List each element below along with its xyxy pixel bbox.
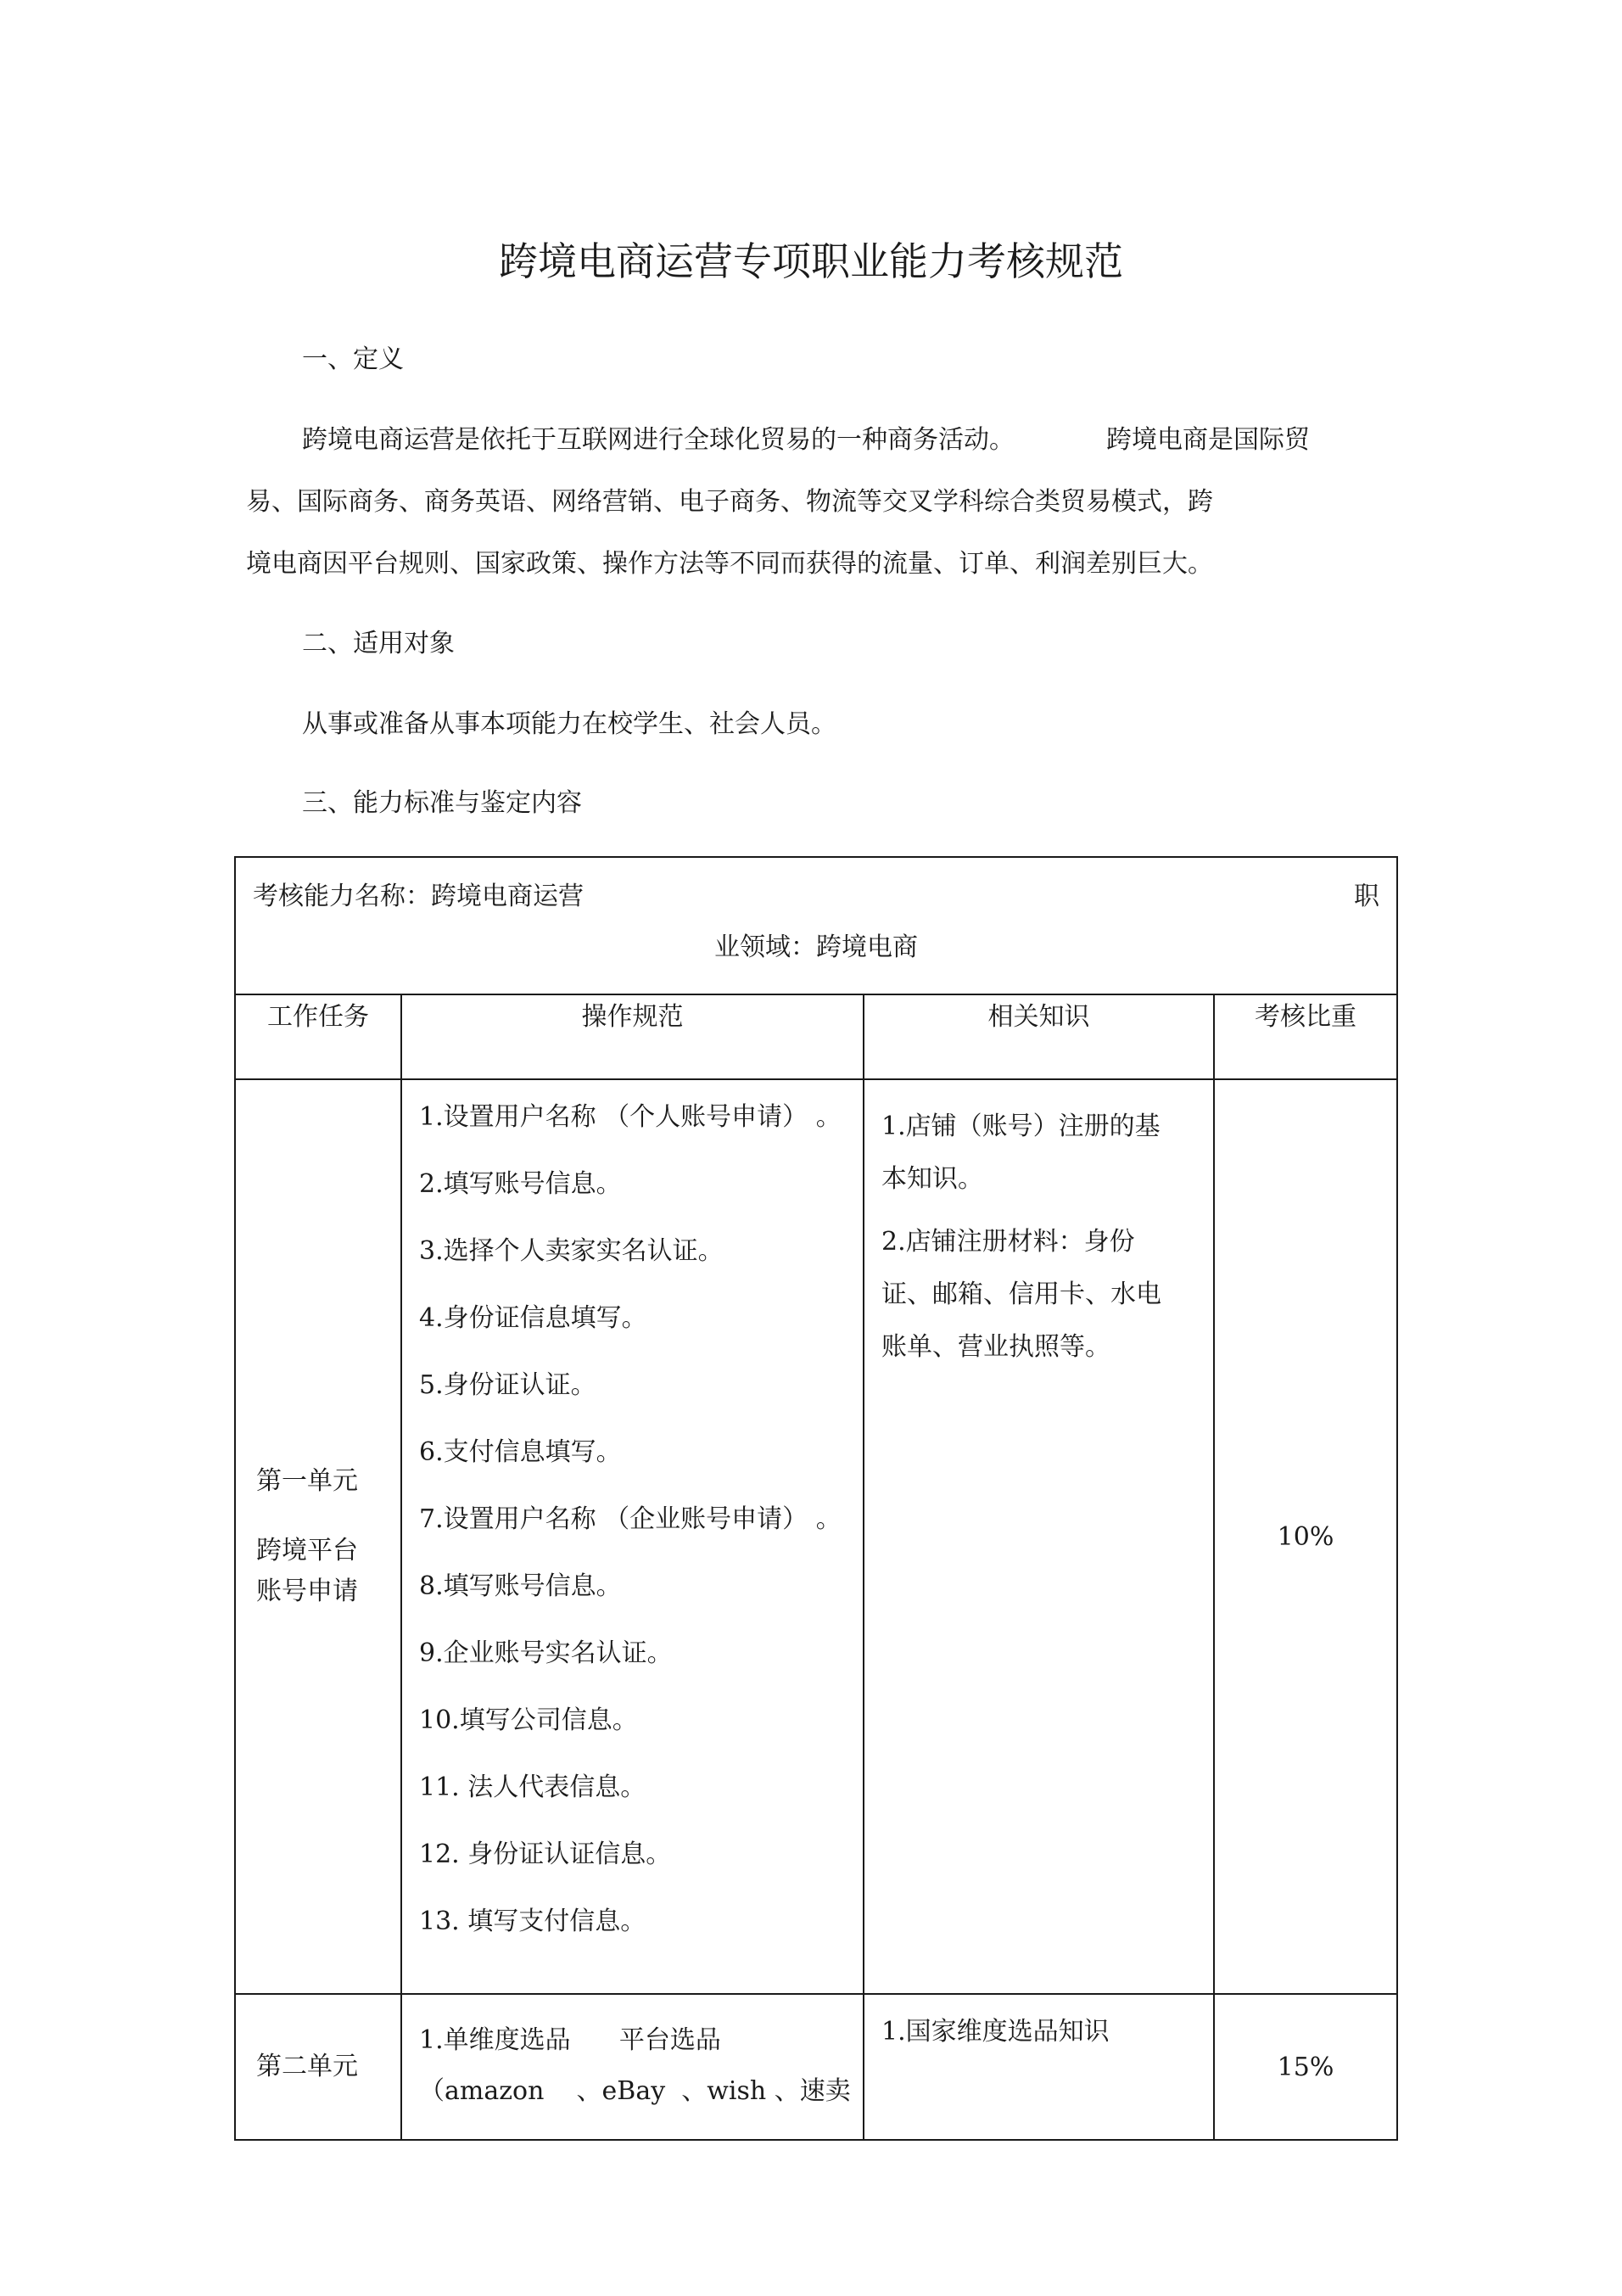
unit1-knowledge-2c: 账单、营业执照等。: [881, 1332, 1110, 1362]
unit1-ops: [401, 1079, 864, 1994]
unit2-knowledge: [864, 1994, 1214, 2140]
table-header-row: [235, 857, 1397, 994]
list-item: 2.填写账号信息。: [419, 1169, 622, 1199]
audience-text: 从事或准备从事本项能力在校学生、社会人员。: [302, 709, 836, 739]
ability-name: 考核能力名称：跨境电商运营: [253, 882, 584, 911]
list-item: 10.填写公司信息。: [419, 1705, 638, 1735]
table-header-cell: [235, 857, 1397, 994]
document-title: 跨境电商运营专项职业能力考核规范: [499, 238, 1123, 284]
unit1-knowledge-2a: 2.店铺注册材料：身份: [881, 1227, 1135, 1257]
list-item: 11. 法人代表信息。: [419, 1772, 646, 1802]
list-item: 5.身份证认证。: [419, 1370, 596, 1400]
unit1-task-line1: 第一单元: [256, 1466, 358, 1496]
column-header-row: [235, 994, 1397, 1079]
list-item: 9.企业账号实名认证。: [419, 1638, 673, 1668]
column-header-task: 工作任务: [235, 994, 401, 1079]
unit1-knowledge-1b: 本知识。: [881, 1164, 983, 1194]
unit2-ops: [401, 1994, 864, 2140]
unit1-task: [235, 1079, 401, 1994]
definition-line-2: 易、国际商务、商务英语、网络营销、电子商务、物流等交叉学科综合类贸易模式，跨: [246, 487, 1213, 517]
list-item: 1.设置用户名称 （个人账号申请） 。: [419, 1102, 842, 1132]
unit1-task-line3: 账号申请: [256, 1576, 358, 1606]
unit2-task: [235, 1994, 401, 2140]
unit2-knowledge-line1: 1.国家维度选品知识: [881, 2017, 1110, 2047]
field-domain: 业领域：跨境电商: [714, 932, 918, 962]
field-prefix: 职: [1354, 882, 1379, 911]
list-item: 7.设置用户名称 （企业账号申请） 。: [419, 1504, 842, 1534]
unit2-weight: 15%: [1214, 1994, 1397, 2140]
section-heading-definition: 一、定义: [302, 344, 404, 374]
unit1-knowledge-2b: 证、邮箱、信用卡、水电: [881, 1280, 1161, 1309]
list-item: 13. 填写支付信息。: [419, 1907, 646, 1936]
column-header-weight: 考核比重: [1214, 994, 1397, 1079]
unit1-weight: 10%: [1214, 1079, 1397, 1994]
column-header-ops: 操作规范: [401, 994, 864, 1079]
section-heading-standards: 三、能力标准与鉴定内容: [302, 788, 582, 818]
list-item: 12. 身份证认证信息。: [419, 1840, 672, 1869]
definition-line-1: [302, 423, 1310, 457]
definition-line-1b: 跨境电商是国际贸: [1106, 425, 1310, 455]
table-row: [235, 1079, 1397, 1994]
unit1-knowledge-1a: 1.店铺（账号）注册的基: [881, 1112, 1161, 1141]
list-item: 8.填写账号信息。: [419, 1571, 622, 1601]
unit1-knowledge: [864, 1079, 1214, 1994]
assessment-table: [234, 856, 1398, 2141]
definition-line-3: 境电商因平台规则、国家政策、操作方法等不同而获得的流量、订单、利润差别巨大。: [246, 549, 1213, 579]
unit2-task-line1: 第二单元: [256, 2052, 358, 2081]
unit2-ops-line2: （amazon 、eBay 、wish 、速卖: [419, 2076, 851, 2106]
unit1-task-line2: 跨境平台: [256, 1536, 358, 1565]
unit2-ops-line1: 1.单维度选品 平台选品: [419, 2025, 721, 2055]
table-row: [235, 1994, 1397, 2140]
list-item: 4.身份证信息填写。: [419, 1303, 647, 1333]
list-item: 3.选择个人卖家实名认证。: [419, 1236, 724, 1266]
definition-line-1a: 跨境电商运营是依托于互联网进行全球化贸易的一种商务活动。: [302, 425, 1015, 455]
column-header-knowledge: 相关知识: [864, 994, 1214, 1079]
section-heading-audience: 二、适用对象: [302, 629, 455, 658]
list-item: 6.支付信息填写。: [419, 1437, 622, 1467]
